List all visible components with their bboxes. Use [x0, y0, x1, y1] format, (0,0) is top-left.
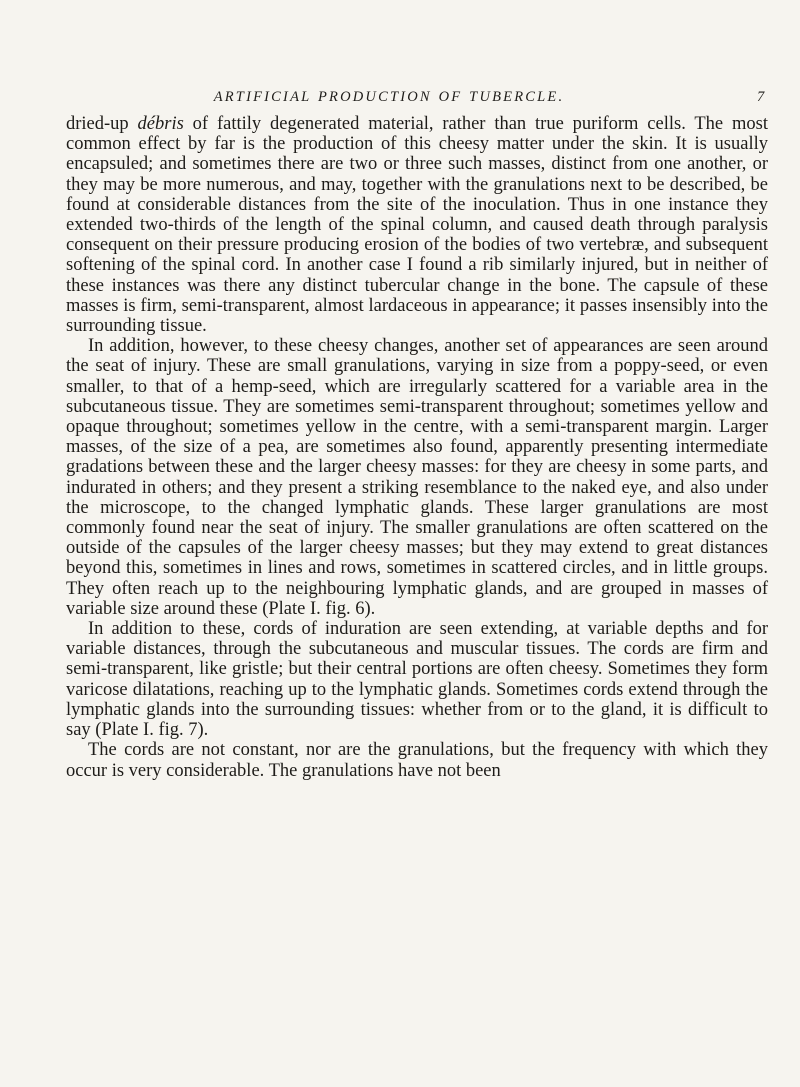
body-text — [66, 114, 768, 781]
running-header: ARTIFICIAL PRODUCTION OF TUBERCLE. — [213, 89, 565, 105]
paragraph-continued — [66, 114, 768, 336]
paragraph-text: of fattily degenerated material, rather than true puriform cells. The most common effect by far is the production of this cheesy matter under the skin. It is usually encapsuled; and sometimes there are two or three such masses, distinct from one another, or they may be more numerous, and may, together with the granulations next to be described, be found at considerable distances from the site of the inoculation. Thus in one instance they extended two-thirds of the length of the spinal column, and caused death through paralysis consequent on their pressure producing erosion of the bodies of two vertebræ, and subsequent softening of the spinal cord. In another case I found a rib similarly injured, but in neither of these instances was there any distinct tubercular change in the bone. The capsule of these masses is firm, semi-transparent, almost lardaceous in appearance; it passes insensibly into the surrounding tissue. — [66, 114, 768, 337]
paragraph-frequency: The cords are not constant, nor are the granulations, but the frequency with which they occur is very considerable. The granulations have not been — [66, 740, 768, 781]
italic-term: débris — [137, 114, 184, 134]
page-number: 7 — [757, 89, 765, 105]
paragraph-granulations: In addition, however, to these cheesy changes, another set of appearances are seen around the seat of injury. These are small granulations, varying in size from a poppy-seed, or even smaller, to that of a hemp-seed, which are irregularly scattered for a variable area in the subcutaneous tissue. They are sometimes semi-transparent throughout; sometimes yellow and opaque throughout; sometimes yellow in the centre, with a semi-transparent margin. Larger masses, of the size of a pea, are sometimes also found, apparently presenting intermediate gradations between these and the larger cheesy masses: for they are cheesy in some parts, and indurated in others; and they present a striking resemblance to the naked eye, and also under the microscope, to the changed lymphatic glands. These larger granulations are most commonly found near the seat of injury. The smaller granulations are often scattered on the outside of the capsules of the larger cheesy masses; but they may extend to great distances beyond this, sometimes in lines and rows, sometimes in scattered circles, and in little groups. They often reach up to the neighbouring lymphatic glands, and are grouped in masses of variable size around these (Plate I. fig. 6). — [66, 336, 768, 619]
paragraph-lead: dried-up — [66, 114, 138, 134]
paragraph-cords: In addition to these, cords of induration are seen extending, at variable depths and for variable distances, through the subcutaneous and muscular tissues. The cords are firm and semi-transparent, like gristle; but their central portions are often cheesy. Sometimes they form varicose dilatations, reaching up to the lymphatic glands. Sometimes cords extend through the lymphatic glands into the surrounding tissues: whether from or to the gland, it is difficult to say (Plate I. fig. 7). — [66, 619, 768, 741]
